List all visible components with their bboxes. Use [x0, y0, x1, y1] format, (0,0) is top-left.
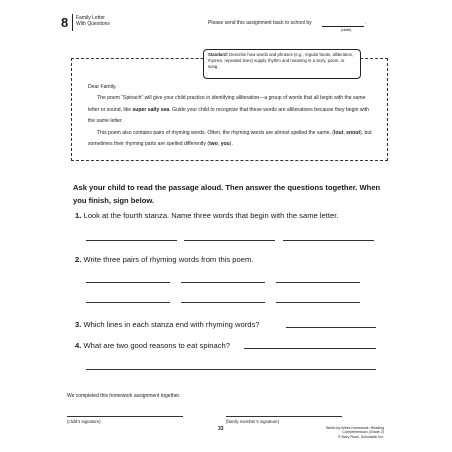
family-signature-label: (family member’s signature)	[226, 419, 280, 424]
child-signature-line[interactable]	[67, 416, 183, 417]
answer-line-2e[interactable]	[181, 302, 265, 303]
assignment-number: 8	[61, 15, 69, 30]
standard-label: Standard:	[208, 52, 229, 57]
standard-text: Describe how words and phrases (e.g., regular beats, alliteration, rhymes, repeated lines) supply rhythm and meaning in a story, poem, or song.	[208, 52, 354, 69]
credit-line-1: Week-by-Week Homework: Reading Comprehension (Grade 2)	[326, 426, 384, 435]
question-2: 2. Write three pairs of rhyming words from this poem.	[75, 255, 254, 264]
question-1: 1. Look at the fourth stanza. Name three words that begin with the same letter.	[75, 211, 339, 220]
answer-line-2a[interactable]	[86, 282, 170, 283]
child-signature-label: (child’s signature)	[67, 419, 101, 424]
question-3: 3. Which lines in each stanza end with rhyming words?	[75, 320, 260, 329]
answer-line-1a[interactable]	[86, 240, 177, 241]
answer-line-3[interactable]	[286, 327, 376, 328]
title-line-2: With Questions	[76, 21, 110, 27]
title-line-1: Family Letter	[76, 15, 105, 21]
answer-line-2f[interactable]	[276, 302, 360, 303]
letter-greeting: Dear Family,	[88, 84, 117, 90]
credit	[326, 426, 384, 439]
answer-line-2c[interactable]	[276, 282, 360, 283]
answer-line-2b[interactable]	[181, 282, 265, 283]
answer-line-4b[interactable]	[86, 369, 376, 370]
credit-line-2: © Mary Rose, Scholastic Inc.	[337, 434, 384, 439]
answer-line-1c[interactable]	[283, 240, 374, 241]
question-4: 4. What are two good reasons to eat spinach?	[75, 341, 230, 350]
answer-line-4a[interactable]	[244, 348, 376, 349]
answer-line-1b[interactable]	[184, 240, 275, 241]
standard-box	[203, 49, 361, 79]
letter-paragraph-2: This poem also contains pairs of rhyming words. Often, the rhyming words are almost spelled the same, (lout, snout), but sometimes their rhyming parts are spelled differently (two, you).	[88, 129, 372, 148]
letter-paragraph-1: The poem “Spinach” will give your child practice in identifying alliteration—a group of words that all begin with the same letter or sound, like super salty sea. Guide your child to recognize that these words are alliterations because they begin with the same letter.	[88, 95, 369, 125]
date-label: (date)	[341, 27, 352, 32]
assignment-title	[76, 15, 110, 27]
instructions: Ask your child to read the passage aloud. Then answer the questions together. When you finish, sign below.	[73, 183, 381, 205]
family-letter	[88, 82, 373, 150]
family-signature-line[interactable]	[226, 416, 342, 417]
completed-note: We completed this homework assignment together.	[67, 393, 181, 399]
send-back-note: Please send this assignment back to school by	[208, 20, 312, 26]
header-divider	[72, 14, 73, 31]
send-back-end: .	[365, 20, 367, 26]
page-number: 33	[218, 426, 224, 432]
answer-line-2d[interactable]	[86, 302, 170, 303]
